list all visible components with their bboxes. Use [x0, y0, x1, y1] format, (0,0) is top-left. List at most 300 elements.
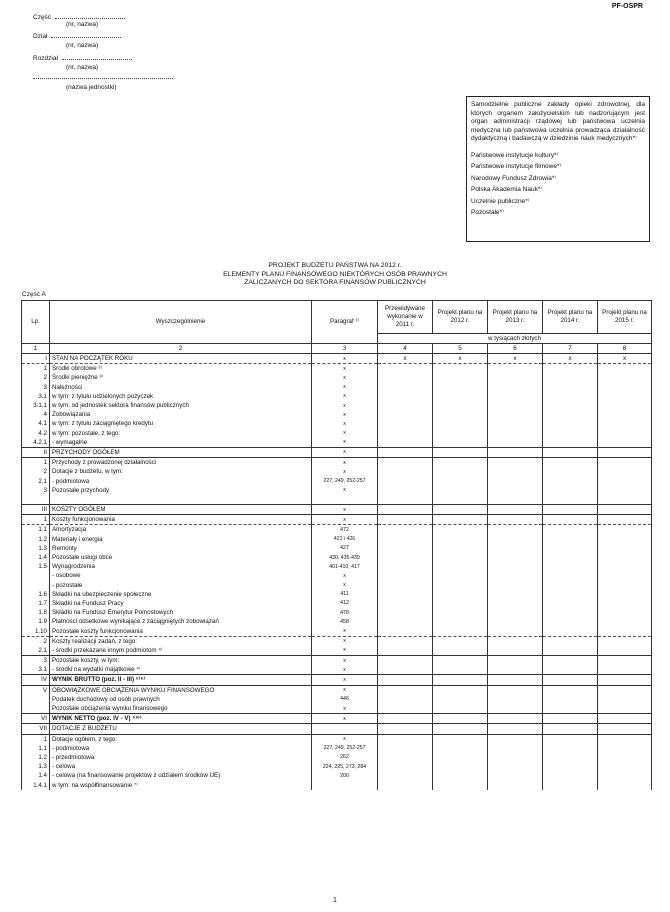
table-row: [22, 535, 652, 544]
row-value-2015[interactable]: [598, 762, 652, 771]
row-value-2013[interactable]: [488, 656, 543, 666]
row-value-2015[interactable]: [598, 525, 652, 535]
table-row: [22, 438, 652, 448]
row-value-2012[interactable]: [433, 429, 488, 438]
row-name: Przychody z prowadzonej działalności: [50, 458, 312, 468]
row-lp: 1.7: [22, 599, 50, 608]
row-value-2011[interactable]: [378, 780, 433, 789]
row-value-2014[interactable]: [543, 410, 598, 419]
row-value-2014[interactable]: [543, 505, 598, 515]
row-name: Składki na ubezpieczenie społeczne: [50, 590, 312, 599]
table-row: [22, 753, 652, 762]
row-value-2014[interactable]: [543, 753, 598, 762]
row-value-2015[interactable]: [598, 675, 652, 685]
row-name: w tym: od jednostek sektora finansów publicznych: [50, 401, 312, 410]
row-value-2013[interactable]: [488, 571, 543, 580]
row-value-2011[interactable]: [378, 553, 433, 562]
row-value-2011[interactable]: [378, 617, 433, 626]
row-value-2011[interactable]: [378, 476, 433, 485]
row-lp: 2: [22, 467, 50, 476]
row-value-2014[interactable]: [543, 401, 598, 410]
row-value-2014[interactable]: [543, 373, 598, 382]
row-value-2012[interactable]: [433, 581, 488, 590]
row-value-2013[interactable]: [488, 535, 543, 544]
row-value-2013[interactable]: [488, 590, 543, 599]
row-value-2015[interactable]: [598, 495, 652, 505]
row-lp: 4: [22, 410, 50, 419]
row-value-2012[interactable]: [433, 476, 488, 485]
unit-name-label: (nazwa jednostki): [66, 84, 117, 91]
row-lp: 1: [22, 734, 50, 744]
row-value-2014[interactable]: [543, 656, 598, 666]
row-value-2015[interactable]: [598, 599, 652, 608]
row-value-2015[interactable]: [598, 571, 652, 580]
row-value-2013[interactable]: [488, 724, 543, 734]
row-value-2011[interactable]: [378, 373, 433, 382]
row-paragraf: x: [312, 515, 378, 525]
row-value-2013[interactable]: [488, 458, 543, 468]
row-paragraf: x: [312, 571, 378, 580]
row-value-2011[interactable]: [378, 695, 433, 704]
row-value-2013[interactable]: [488, 636, 543, 646]
row-value-2015[interactable]: [598, 714, 652, 724]
row-value-2011[interactable]: [378, 364, 433, 374]
row-value-2013[interactable]: [488, 762, 543, 771]
row-value-2011[interactable]: [378, 665, 433, 675]
row-value-2013[interactable]: [488, 544, 543, 553]
row-value-2015[interactable]: [598, 383, 652, 392]
row-value-2014[interactable]: [543, 392, 598, 401]
row-value-2015[interactable]: [598, 515, 652, 525]
row-value-2011[interactable]: [378, 486, 433, 495]
row-value-2011[interactable]: [378, 383, 433, 392]
row-value-2014[interactable]: [543, 704, 598, 714]
row-paragraf: x: [312, 392, 378, 401]
row-name: Środki obrotowe ²⁾: [50, 364, 312, 374]
row-value-2015[interactable]: [598, 401, 652, 410]
row-value-2013[interactable]: [488, 438, 543, 448]
col-header-2012: Projekt planu na 2012 r.: [433, 301, 488, 334]
title-line: ELEMENTY PLANU FINANSOWEGO NIEKTÓRYCH OSÓB PRAWNYCH: [223, 270, 447, 278]
row-value-2014[interactable]: [543, 571, 598, 580]
row-value-2013[interactable]: [488, 392, 543, 401]
table-row: [22, 458, 652, 468]
row-value-2012[interactable]: [433, 685, 488, 695]
row-value-2015[interactable]: [598, 590, 652, 599]
row-value-2012[interactable]: [433, 626, 488, 636]
row-value-2012[interactable]: [433, 553, 488, 562]
row-value-2013[interactable]: [488, 608, 543, 617]
row-value-2013[interactable]: [488, 505, 543, 515]
row-value-2015[interactable]: [598, 392, 652, 401]
row-value-2011[interactable]: [378, 515, 433, 525]
row-value-2011[interactable]: [378, 714, 433, 724]
row-value-2014[interactable]: [543, 419, 598, 428]
row-value-2011[interactable]: [378, 447, 433, 457]
row-value-2014[interactable]: [543, 581, 598, 590]
row-value-2012[interactable]: x: [433, 354, 488, 364]
row-paragraf: 227, 249, 252-257: [312, 476, 378, 485]
row-value-2015[interactable]: [598, 505, 652, 515]
row-value-2013[interactable]: x: [488, 354, 543, 364]
row-value-2011[interactable]: [378, 419, 433, 428]
row-value-2015[interactable]: [598, 685, 652, 695]
row-name: Dotacje ogółem, z tego:: [50, 734, 312, 744]
field-czesc: Część: [33, 12, 125, 22]
row-value-2012[interactable]: [433, 695, 488, 704]
row-value-2012[interactable]: [433, 780, 488, 789]
row-value-2012[interactable]: [433, 714, 488, 724]
row-value-2015[interactable]: [598, 438, 652, 448]
table-row: [22, 486, 652, 495]
row-value-2015[interactable]: [598, 553, 652, 562]
row-value-2011[interactable]: [378, 410, 433, 419]
col-number: 1: [22, 344, 50, 354]
row-value-2014[interactable]: [543, 724, 598, 734]
table-row: [22, 581, 652, 590]
row-value-2013[interactable]: [488, 401, 543, 410]
row-value-2013[interactable]: [488, 410, 543, 419]
table-row: [22, 354, 652, 364]
row-value-2014[interactable]: [543, 515, 598, 525]
row-value-2012[interactable]: [433, 724, 488, 734]
row-value-2014[interactable]: [543, 771, 598, 780]
row-value-2014[interactable]: [543, 780, 598, 789]
row-value-2013[interactable]: [488, 753, 543, 762]
row-value-2014[interactable]: [543, 486, 598, 495]
row-value-2014[interactable]: [543, 636, 598, 646]
row-value-2014[interactable]: x: [543, 354, 598, 364]
row-value-2015[interactable]: [598, 458, 652, 468]
row-value-2011[interactable]: [378, 581, 433, 590]
row-value-2014[interactable]: [543, 458, 598, 468]
row-value-2013[interactable]: [488, 646, 543, 656]
unit-header: w tysiącach złotych: [378, 334, 652, 344]
entity-option: Państwowe instytucje kultury*⁾: [471, 151, 559, 159]
row-paragraf: x: [312, 364, 378, 374]
row-value-2011[interactable]: [378, 753, 433, 762]
row-value-2014[interactable]: [543, 438, 598, 448]
row-lp: 4.1: [22, 419, 50, 428]
row-value-2011[interactable]: [378, 646, 433, 656]
row-value-2013[interactable]: [488, 419, 543, 428]
row-value-2013[interactable]: [488, 626, 543, 636]
row-value-2014[interactable]: [543, 685, 598, 695]
row-value-2013[interactable]: [488, 665, 543, 675]
row-lp: VI: [22, 714, 50, 724]
row-value-2014[interactable]: [543, 608, 598, 617]
row-paragraf: 411: [312, 590, 378, 599]
row-lp: 4.2: [22, 429, 50, 438]
row-value-2012[interactable]: [433, 571, 488, 580]
row-name: - celowa (na finansowanie projektów z udziałem środków UE): [50, 771, 312, 780]
row-value-2012[interactable]: [433, 656, 488, 666]
row-value-2015[interactable]: [598, 753, 652, 762]
row-value-2011[interactable]: [378, 467, 433, 476]
row-value-2011[interactable]: [378, 685, 433, 695]
row-value-2015[interactable]: [598, 373, 652, 382]
row-value-2012[interactable]: [433, 447, 488, 457]
row-paragraf: 224, 225, 273, 284: [312, 762, 378, 771]
row-lp: 1.10: [22, 626, 50, 636]
row-value-2012[interactable]: [433, 753, 488, 762]
row-value-2012[interactable]: [433, 704, 488, 714]
row-value-2012[interactable]: [433, 373, 488, 382]
row-value-2012[interactable]: [433, 665, 488, 675]
row-value-2014[interactable]: [543, 744, 598, 753]
field-rozdzial: Rozdział: [33, 53, 132, 63]
row-value-2013[interactable]: [488, 476, 543, 485]
row-paragraf: x: [312, 401, 378, 410]
row-value-2013[interactable]: [488, 780, 543, 789]
row-paragraf: x: [312, 704, 378, 714]
row-value-2012[interactable]: [433, 467, 488, 476]
row-value-2014[interactable]: [543, 626, 598, 636]
row-value-2012[interactable]: [433, 771, 488, 780]
row-lp: 3: [22, 656, 50, 666]
row-value-2015[interactable]: [598, 562, 652, 571]
row-value-2014[interactable]: [543, 383, 598, 392]
row-value-2014[interactable]: [543, 364, 598, 374]
table-row: [22, 617, 652, 626]
row-value-2012[interactable]: [433, 617, 488, 626]
row-value-2011[interactable]: [378, 704, 433, 714]
row-value-2015[interactable]: [598, 656, 652, 666]
row-value-2013[interactable]: [488, 599, 543, 608]
table-row: [22, 373, 652, 382]
row-value-2011[interactable]: [378, 744, 433, 753]
row-value-2011[interactable]: [378, 535, 433, 544]
entity-option: Pozostałe*⁾: [471, 209, 504, 216]
row-value-2015[interactable]: [598, 581, 652, 590]
row-value-2011[interactable]: [378, 438, 433, 448]
row-value-2011[interactable]: [378, 525, 433, 535]
row-value-2015[interactable]: [598, 704, 652, 714]
row-value-2015[interactable]: [598, 771, 652, 780]
row-value-2012[interactable]: [433, 364, 488, 374]
row-value-2013[interactable]: [488, 675, 543, 685]
row-value-2013[interactable]: [488, 373, 543, 382]
row-value-2012[interactable]: [433, 410, 488, 419]
row-value-2011[interactable]: [378, 429, 433, 438]
row-value-2012[interactable]: [433, 535, 488, 544]
row-value-2012[interactable]: [433, 515, 488, 525]
row-value-2011[interactable]: [378, 458, 433, 468]
row-value-2011[interactable]: [378, 571, 433, 580]
row-value-2014[interactable]: [543, 553, 598, 562]
row-name: Pozostałe usługi obce: [50, 553, 312, 562]
row-value-2013[interactable]: [488, 467, 543, 476]
row-value-2013[interactable]: [488, 525, 543, 535]
row-name: - osobowe: [50, 571, 312, 580]
table-row: [22, 467, 652, 476]
row-name: Zobowiązania: [50, 410, 312, 419]
row-value-2011[interactable]: [378, 675, 433, 685]
row-value-2012[interactable]: [433, 458, 488, 468]
table-row: [22, 553, 652, 562]
row-value-2011[interactable]: [378, 392, 433, 401]
financial-plan-table: [21, 300, 652, 790]
row-value-2013[interactable]: [488, 714, 543, 724]
row-value-2014[interactable]: [543, 476, 598, 485]
row-value-2011[interactable]: [378, 562, 433, 571]
row-value-2011[interactable]: [378, 734, 433, 744]
row-value-2011[interactable]: [378, 608, 433, 617]
row-value-2015[interactable]: [598, 665, 652, 675]
row-paragraf: 430, 435-439: [312, 553, 378, 562]
row-value-2015[interactable]: [598, 447, 652, 457]
row-value-2015[interactable]: [598, 724, 652, 734]
table-row: [22, 429, 652, 438]
row-value-2011[interactable]: [378, 656, 433, 666]
row-value-2012[interactable]: [433, 401, 488, 410]
row-lp: 1.9: [22, 617, 50, 626]
row-value-2015[interactable]: [598, 419, 652, 428]
row-value-2012[interactable]: [433, 675, 488, 685]
row-value-2014[interactable]: [543, 495, 598, 505]
row-value-2011[interactable]: [378, 495, 433, 505]
row-value-2014[interactable]: [543, 535, 598, 544]
form-code: PF-OSPR: [611, 3, 643, 10]
row-value-2012[interactable]: [433, 562, 488, 571]
row-value-2014[interactable]: [543, 467, 598, 476]
row-value-2012[interactable]: [433, 438, 488, 448]
row-name: STAN NA POCZĄTEK ROKU: [50, 354, 312, 364]
row-value-2013[interactable]: [488, 581, 543, 590]
row-value-2011[interactable]: [378, 724, 433, 734]
row-value-2015[interactable]: [598, 617, 652, 626]
row-paragraf: 458: [312, 617, 378, 626]
row-value-2015[interactable]: [598, 486, 652, 495]
row-value-2011[interactable]: [378, 401, 433, 410]
row-value-2012[interactable]: [433, 734, 488, 744]
row-value-2015[interactable]: [598, 636, 652, 646]
table-row: [22, 447, 652, 457]
row-lp: [22, 704, 50, 714]
row-value-2015[interactable]: [598, 535, 652, 544]
row-value-2011[interactable]: [378, 544, 433, 553]
row-value-2012[interactable]: [433, 608, 488, 617]
row-value-2013[interactable]: [488, 447, 543, 457]
row-value-2013[interactable]: [488, 429, 543, 438]
row-value-2011[interactable]: [378, 762, 433, 771]
col-header-2011: Przewidywane wykonanie w 2011 r.: [378, 301, 433, 334]
col-number: 4: [378, 344, 433, 354]
table-row: [22, 599, 652, 608]
row-value-2011[interactable]: [378, 599, 433, 608]
row-value-2012[interactable]: [433, 646, 488, 656]
row-value-2012[interactable]: [433, 544, 488, 553]
row-value-2014[interactable]: [543, 675, 598, 685]
row-value-2012[interactable]: [433, 525, 488, 535]
row-name: WYNIK BRUTTO (poz. II - III) ⁵⁾⁶⁾: [50, 675, 312, 685]
row-value-2013[interactable]: [488, 617, 543, 626]
row-value-2015[interactable]: [598, 364, 652, 374]
row-value-2014[interactable]: [543, 714, 598, 724]
row-value-2014[interactable]: [543, 617, 598, 626]
row-value-2015[interactable]: [598, 608, 652, 617]
row-value-2015[interactable]: [598, 780, 652, 789]
row-value-2014[interactable]: [543, 734, 598, 744]
row-value-2013[interactable]: [488, 704, 543, 714]
row-value-2012[interactable]: [433, 505, 488, 515]
row-name: - pozostałe: [50, 581, 312, 590]
row-value-2013[interactable]: [488, 685, 543, 695]
row-value-2014[interactable]: [543, 762, 598, 771]
row-value-2014[interactable]: [543, 544, 598, 553]
row-value-2013[interactable]: [488, 734, 543, 744]
row-paragraf: x: [312, 438, 378, 448]
row-value-2011[interactable]: [378, 590, 433, 599]
row-paragraf: x: [312, 685, 378, 695]
row-value-2015[interactable]: x: [598, 354, 652, 364]
row-value-2011[interactable]: x: [378, 354, 433, 364]
row-value-2015[interactable]: [598, 410, 652, 419]
row-paragraf: [312, 724, 378, 734]
row-value-2014[interactable]: [543, 590, 598, 599]
row-value-2014[interactable]: [543, 665, 598, 675]
row-value-2012[interactable]: [433, 599, 488, 608]
row-paragraf: x: [312, 458, 378, 468]
row-value-2012[interactable]: [433, 392, 488, 401]
row-value-2013[interactable]: [488, 771, 543, 780]
row-value-2015[interactable]: [598, 734, 652, 744]
row-value-2013[interactable]: [488, 744, 543, 753]
row-value-2014[interactable]: [543, 447, 598, 457]
row-value-2012[interactable]: [433, 762, 488, 771]
row-value-2013[interactable]: [488, 364, 543, 374]
row-paragraf: 412: [312, 599, 378, 608]
row-value-2015[interactable]: [598, 467, 652, 476]
row-value-2014[interactable]: [543, 562, 598, 571]
row-paragraf: 262: [312, 753, 378, 762]
row-value-2011[interactable]: [378, 636, 433, 646]
row-value-2012[interactable]: [433, 383, 488, 392]
table-row: [22, 675, 652, 685]
row-value-2013[interactable]: [488, 562, 543, 571]
row-value-2014[interactable]: [543, 646, 598, 656]
row-value-2012[interactable]: [433, 590, 488, 599]
row-value-2011[interactable]: [378, 771, 433, 780]
row-value-2011[interactable]: [378, 626, 433, 636]
row-value-2015[interactable]: [598, 744, 652, 753]
row-value-2013[interactable]: [488, 383, 543, 392]
row-value-2013[interactable]: [488, 495, 543, 505]
row-value-2014[interactable]: [543, 525, 598, 535]
row-value-2012[interactable]: [433, 744, 488, 753]
row-value-2014[interactable]: [543, 429, 598, 438]
row-lp: 1.8: [22, 608, 50, 617]
row-value-2012[interactable]: [433, 495, 488, 505]
row-value-2013[interactable]: [488, 515, 543, 525]
row-value-2012[interactable]: [433, 419, 488, 428]
row-value-2015[interactable]: [598, 695, 652, 704]
row-value-2015[interactable]: [598, 626, 652, 636]
row-value-2012[interactable]: [433, 486, 488, 495]
row-value-2015[interactable]: [598, 646, 652, 656]
row-value-2013[interactable]: [488, 695, 543, 704]
row-value-2015[interactable]: [598, 476, 652, 485]
row-value-2012[interactable]: [433, 636, 488, 646]
row-value-2013[interactable]: [488, 486, 543, 495]
row-value-2015[interactable]: [598, 429, 652, 438]
row-value-2014[interactable]: [543, 599, 598, 608]
row-value-2011[interactable]: [378, 505, 433, 515]
row-value-2013[interactable]: [488, 553, 543, 562]
row-lp: 1.2: [22, 535, 50, 544]
row-value-2014[interactable]: [543, 695, 598, 704]
row-value-2015[interactable]: [598, 544, 652, 553]
